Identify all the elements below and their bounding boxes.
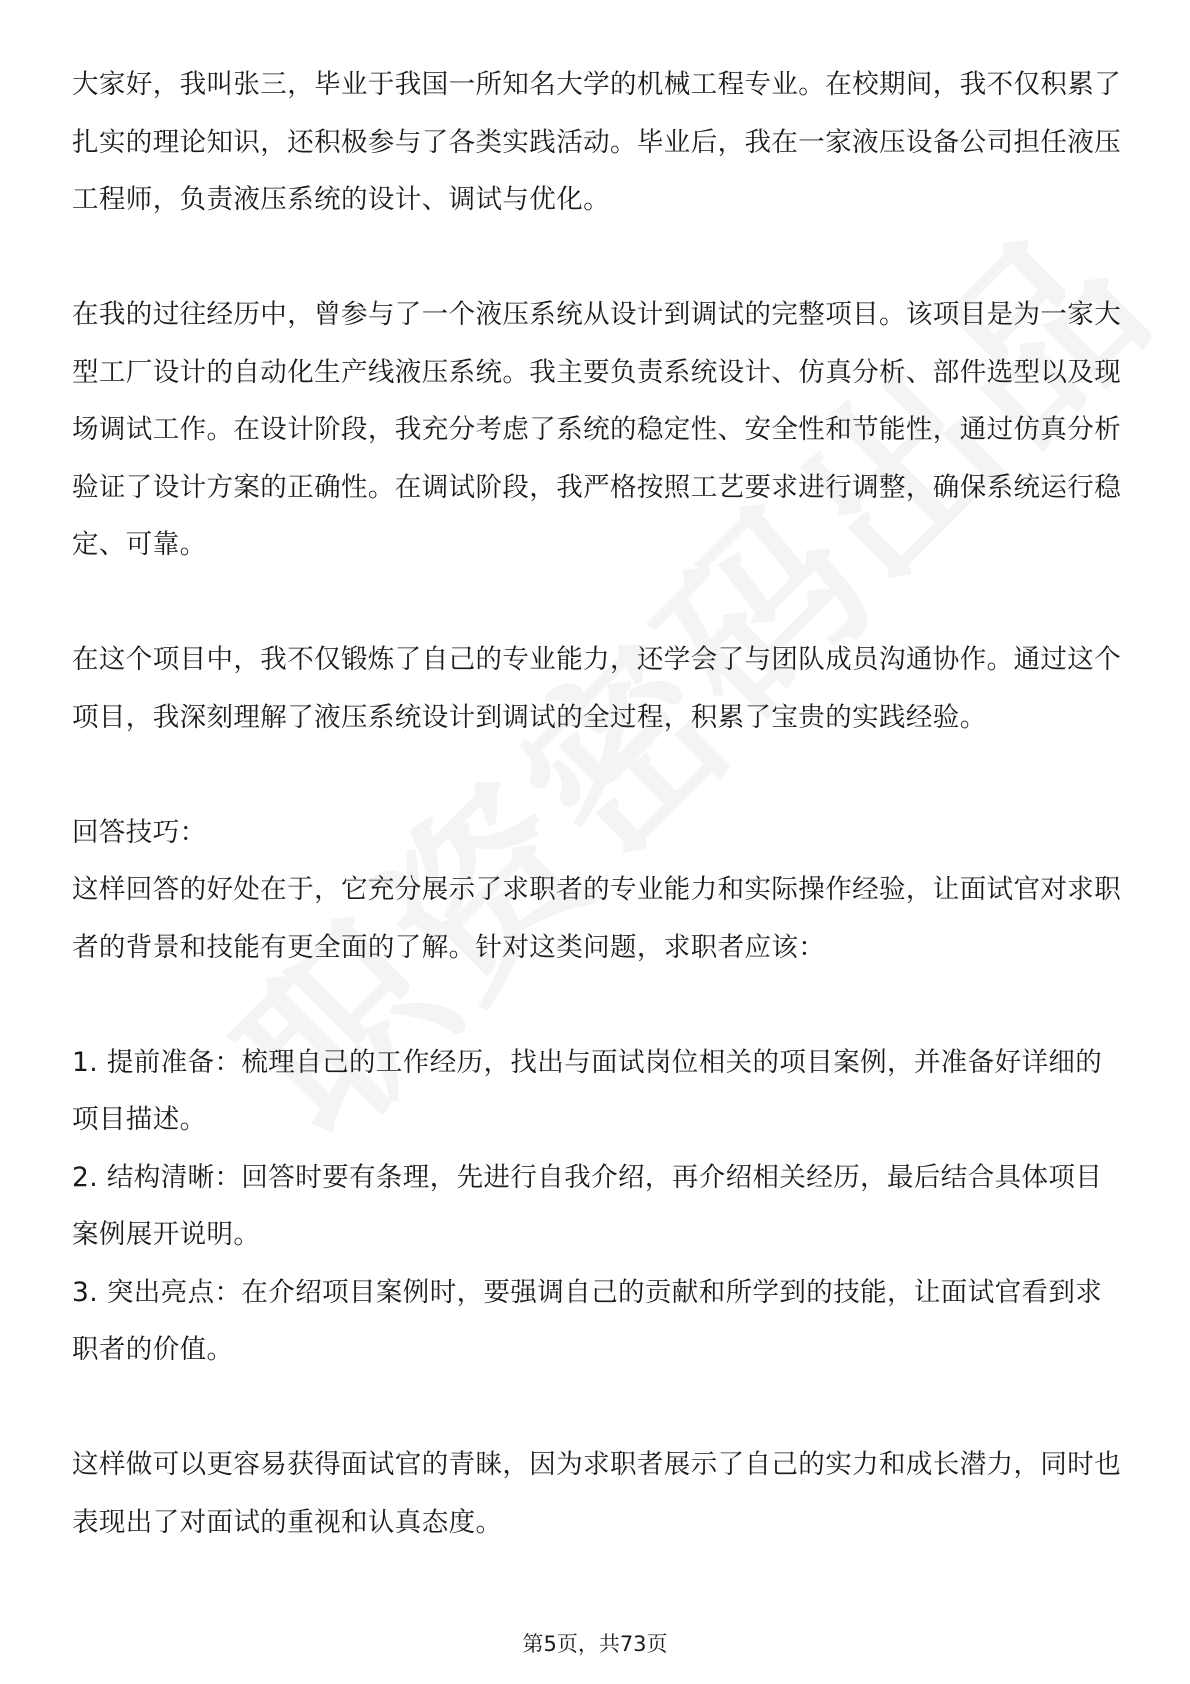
- paragraph-spacer: [72, 1379, 1122, 1437]
- page-number-footer: 第5页，共73页: [522, 1632, 668, 1656]
- tips-intro: 这样回答的好处在于，它充分展示了求职者的专业能力和实际操作经验，让面试官对求职者的背景和技能有更全面的了解。针对这类问题，求职者应该：: [72, 874, 1122, 963]
- document-body: [72, 56, 1122, 1551]
- paragraph-closing: 这样做可以更容易获得面试官的青睐，因为求职者展示了自己的实力和成长潜力，同时也表现出了对面试的重视和认真态度。: [72, 1449, 1122, 1538]
- paragraph-spacer: [72, 746, 1122, 804]
- tip-item-1: 1. 提前准备：梳理自己的工作经历，找出与面试岗位相关的项目案例，并准备好详细的项目描述。: [72, 1046, 1103, 1135]
- paragraph-summary: 在这个项目中，我不仅锻炼了自己的专业能力，还学会了与团队成员沟通协作。通过这个项目，我深刻理解了液压系统设计到调试的全过程，积累了宝贵的实践经验。: [72, 644, 1122, 733]
- paragraph-spacer: [72, 976, 1122, 1034]
- tip-item-2: 2. 结构清晰：回答时要有条理，先进行自我介绍，再介绍相关经历，最后结合具体项目案例展开说明。: [72, 1161, 1103, 1250]
- tips-heading: 回答技巧：: [72, 816, 207, 848]
- paragraph-intro: 大家好，我叫张三，毕业于我国一所知名大学的机械工程专业。在校期间，我不仅积累了扎实的理论知识，还积极参与了各类实践活动。毕业后，我在一家液压设备公司担任液压工程师，负责液压系统的设计、调试与优化。: [72, 69, 1122, 215]
- paragraph-spacer: [72, 229, 1122, 287]
- paragraph-experience: 在我的过往经历中，曾参与了一个液压系统从设计到调试的完整项目。该项目是为一家大型工厂设计的自动化生产线液压系统。我主要负责系统设计、仿真分析、部件选型以及现场调试工作。在设计阶段，我充分考虑了系统的稳定性、安全性和节能性，通过仿真分析验证了设计方案的正确性。在调试阶段，我严格按照工艺要求进行调整，确保系统运行稳定、可靠。: [72, 299, 1122, 560]
- tip-item-3: 3. 突出亮点：在介绍项目案例时，要强调自己的贡献和所学到的技能，让面试官看到求职者的价值。: [72, 1276, 1103, 1365]
- paragraph-spacer: [72, 574, 1122, 632]
